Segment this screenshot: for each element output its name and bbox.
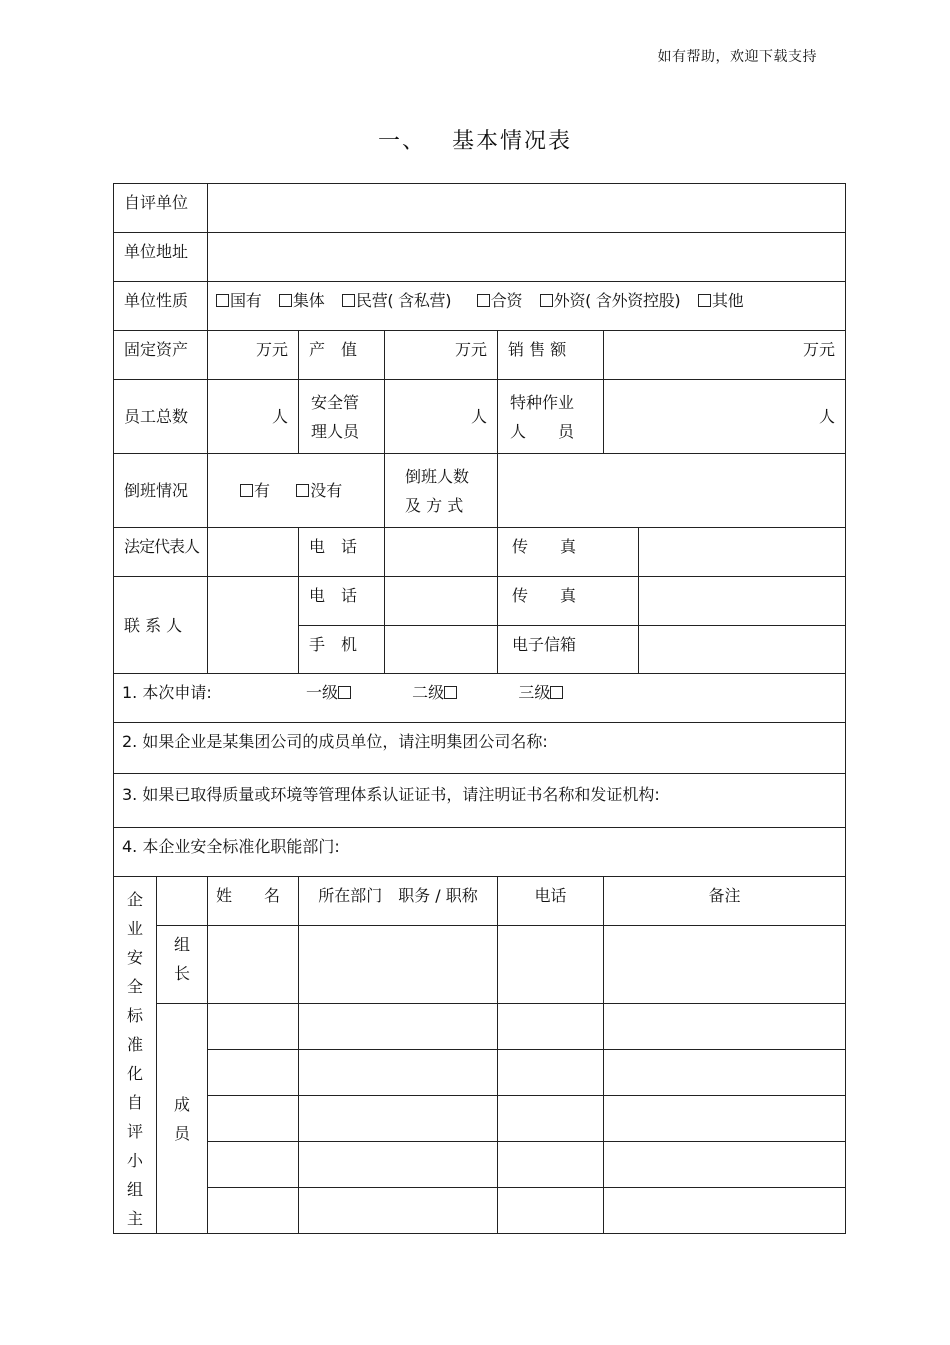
title-text: 基本情况表 [452, 129, 573, 154]
member-note-cell[interactable] [604, 1142, 846, 1188]
member-phone-cell[interactable] [498, 1004, 604, 1050]
apply-level-3[interactable]: 三级 [518, 683, 564, 702]
member-phone-cell[interactable] [498, 1142, 604, 1188]
shift-people-field[interactable] [498, 454, 846, 528]
apply-level-1[interactable]: 一级 [306, 683, 352, 702]
mobile-field[interactable] [385, 626, 498, 674]
row-shift [114, 454, 846, 528]
unit-address-field[interactable] [208, 233, 846, 282]
team-member-row [114, 1142, 846, 1188]
team-member-row [114, 1096, 846, 1142]
checkbox-icon [279, 294, 292, 307]
row-unit-nature [114, 282, 846, 331]
output-value-field[interactable]: 万元 [385, 331, 498, 380]
unit-name-label: 自评单位 [114, 184, 208, 233]
apply-row [114, 674, 846, 723]
nature-option[interactable]: 民营( 含私营) [342, 291, 451, 310]
fixed-assets-label: 固定资产 [114, 331, 208, 380]
contact-field[interactable] [208, 577, 299, 674]
member-name-cell[interactable] [208, 1050, 299, 1096]
leader-phone-cell[interactable] [498, 926, 604, 1004]
row-apply [114, 674, 846, 723]
member-dept-cell[interactable] [299, 1050, 498, 1096]
safety-dept-question[interactable]: 4. 本企业安全标准化职能部门: [114, 828, 846, 877]
safety-manager-label: 安全管 理人员 [299, 380, 385, 454]
sales-label: 销 售 额 [498, 331, 604, 380]
member-note-cell[interactable] [604, 1004, 846, 1050]
staff-total-label: 员工总数 [114, 380, 208, 454]
col-note-header: 备注 [604, 877, 846, 926]
row-unit-name [114, 184, 846, 233]
nature-option[interactable]: 合资 [477, 291, 522, 310]
apply-label: 1. 本次申请: [122, 683, 212, 702]
nature-option[interactable]: 集体 [279, 291, 324, 310]
checkbox-icon [296, 484, 309, 497]
member-name-cell[interactable] [208, 1096, 299, 1142]
checkbox-icon [698, 294, 711, 307]
team-member-row [114, 1004, 846, 1050]
member-name-cell[interactable] [208, 1004, 299, 1050]
nature-option[interactable]: 其他 [698, 291, 743, 310]
shift-label: 倒班情况 [114, 454, 208, 528]
team-member-row [114, 1188, 846, 1234]
shift-options [208, 454, 385, 528]
unit-address-label: 单位地址 [114, 233, 208, 282]
leader-label: 组 长 [157, 926, 208, 1004]
member-dept-cell[interactable] [299, 1096, 498, 1142]
legal-rep-field[interactable] [208, 528, 299, 577]
leader-note-cell[interactable] [604, 926, 846, 1004]
unit-name-field[interactable] [208, 184, 846, 233]
nature-option[interactable]: 外资( 含外资控股) [540, 291, 681, 310]
checkbox-icon [240, 484, 253, 497]
checkbox-icon [540, 294, 553, 307]
fixed-assets-field[interactable]: 万元 [208, 331, 299, 380]
row-q2 [114, 723, 846, 774]
certificate-question[interactable]: 3. 如果已取得质量或环境等管理体系认证证书，请注明证书名称和发证机构: [114, 774, 846, 828]
output-value-label: 产 值 [299, 331, 385, 380]
member-phone-cell[interactable] [498, 1050, 604, 1096]
legal-phone-field[interactable] [385, 528, 498, 577]
member-label: 成 员 [157, 1004, 208, 1234]
shift-no-option[interactable]: 没有 [296, 481, 342, 500]
member-name-cell[interactable] [208, 1142, 299, 1188]
team-header-row [114, 877, 846, 926]
contact-fax-field[interactable] [639, 577, 846, 626]
special-operator-label: 特种作业 人 员 [498, 380, 604, 454]
checkbox-icon [550, 686, 563, 699]
email-label: 电子信箱 [498, 626, 639, 674]
checkbox-icon [216, 294, 229, 307]
row-q4 [114, 828, 846, 877]
sales-field[interactable]: 万元 [604, 331, 846, 380]
legal-fax-field[interactable] [639, 528, 846, 577]
contact-phone-label: 电 话 [299, 577, 385, 626]
apply-level-2[interactable]: 二级 [412, 683, 458, 702]
member-dept-cell[interactable] [299, 1142, 498, 1188]
member-phone-cell[interactable] [498, 1096, 604, 1142]
team-member-row [114, 1050, 846, 1096]
member-note-cell[interactable] [604, 1050, 846, 1096]
team-header-blank [157, 877, 208, 926]
row-contact-1 [114, 577, 846, 626]
team-side-label: 企 业 安 全 标 准 化 自 评 小 组 主 [114, 877, 157, 1234]
checkbox-icon [477, 294, 490, 307]
contact-label: 联 系 人 [114, 577, 208, 674]
col-phone-header: 电话 [498, 877, 604, 926]
legal-phone-label: 电 话 [299, 528, 385, 577]
page-title [0, 124, 950, 155]
member-dept-cell[interactable] [299, 1188, 498, 1234]
legal-fax-label: 传 真 [498, 528, 639, 577]
col-name-header: 姓 名 [208, 877, 299, 926]
row-q3 [114, 774, 846, 828]
unit-nature-options [208, 282, 846, 331]
member-phone-cell[interactable] [498, 1188, 604, 1234]
row-assets [114, 331, 846, 380]
row-legal-rep [114, 528, 846, 577]
contact-phone-field[interactable] [385, 577, 498, 626]
member-name-cell[interactable] [208, 1188, 299, 1234]
row-unit-address [114, 233, 846, 282]
nature-option[interactable]: 国有 [216, 291, 261, 310]
leader-name-cell[interactable] [208, 926, 299, 1004]
legal-rep-label: 法定代表人 [114, 528, 208, 577]
checkbox-icon [342, 294, 355, 307]
shift-yes-option[interactable]: 有 [240, 481, 270, 500]
unit-nature-label: 单位性质 [114, 282, 208, 331]
email-field[interactable] [639, 626, 846, 674]
member-note-cell[interactable] [604, 1188, 846, 1234]
mobile-label: 手 机 [299, 626, 385, 674]
team-leader-row [114, 926, 846, 1004]
row-staff [114, 380, 846, 454]
shift-people-label: 倒班人数 及 方 式 [385, 454, 498, 528]
col-dept-header: 所在部门 职务 / 职称 [299, 877, 498, 926]
special-operator-field[interactable]: 人 [604, 380, 846, 454]
header-note: 如有帮助，欢迎下载支持 [657, 49, 817, 65]
leader-dept-cell[interactable] [299, 926, 498, 1004]
checkbox-icon [338, 686, 351, 699]
contact-fax-label: 传 真 [498, 577, 639, 626]
basic-info-table [113, 183, 846, 1234]
staff-total-field[interactable]: 人 [208, 380, 299, 454]
member-dept-cell[interactable] [299, 1004, 498, 1050]
safety-manager-field[interactable]: 人 [385, 380, 498, 454]
group-company-question[interactable]: 2. 如果企业是某集团公司的成员单位，请注明集团公司名称: [114, 723, 846, 774]
title-number: 一、 [377, 129, 426, 154]
member-note-cell[interactable] [604, 1096, 846, 1142]
checkbox-icon [444, 686, 457, 699]
